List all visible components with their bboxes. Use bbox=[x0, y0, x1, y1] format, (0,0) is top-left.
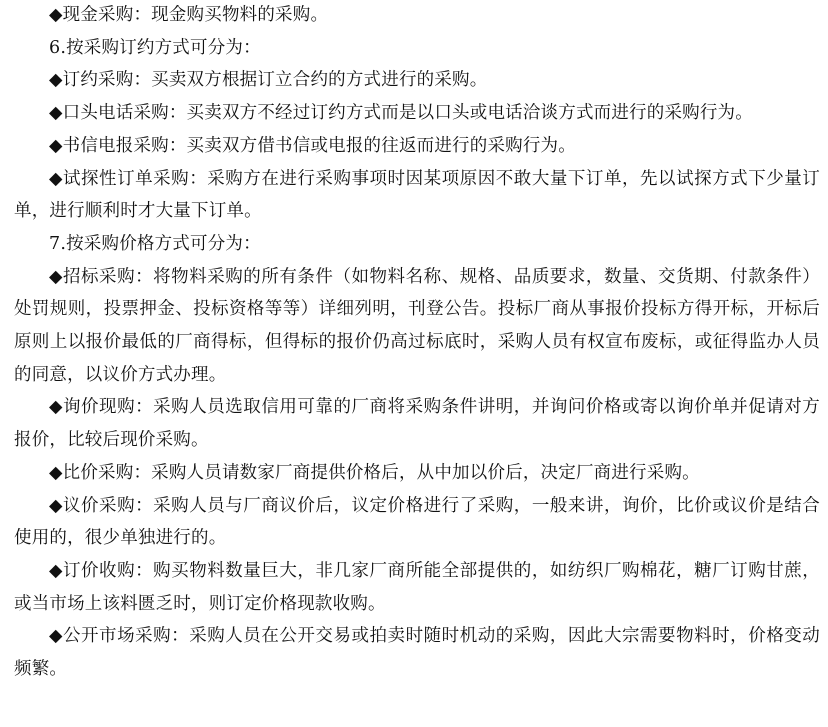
document-body bbox=[14, 0, 820, 686]
paragraph-letter-telegram-purchase: ◆书信电报采购：买卖双方借书信或电报的往返而进行的采购行为。 bbox=[49, 135, 576, 156]
paragraph-negotiated-purchase: ◆议价采购：采购人员与厂商议价后，议定价格进行了采购，一般来讲，询价，比价或议价是结合使用的，很少单独进行的。 bbox=[14, 495, 820, 549]
paragraph-tender-purchase: ◆招标采购：将物料采购的所有条件（如物料名称、规格、品质要求，数量、交货期、付款条件）处罚规则，投票押金、投标资格等等）详细列明，刊登公告。投标厂商从事报价投标方得开标，开标后原则上以报价最低的厂商得标，但得标的报价仍高过标底时，采购人员有权宣布废标，或征得监办人员的同意，以议价方式办理。 bbox=[14, 266, 820, 385]
paragraph-inquiry-purchase: ◆询价现购：采购人员选取信用可靠的厂商将采购条件讲明，并询问价格或寄以询价单并促请对方报价，比较后现价采购。 bbox=[14, 397, 820, 451]
paragraph-cash-purchase: ◆现金采购：现金购买物料的采购。 bbox=[49, 5, 329, 25]
heading-contract-method: 6.按采购订约方式可分为： bbox=[49, 37, 261, 58]
heading-price-method: 7.按采购价格方式可分为： bbox=[49, 233, 261, 254]
paragraph-trial-order-purchase: ◆试探性订单采购：采购方在进行采购事项时因某项原因不敢大量下订单，先以试探方式下少量订单，进行顺利时才大量下订单。 bbox=[14, 168, 820, 222]
paragraph-fixed-price-purchase: ◆订价收购：购买物料数量巨大，非几家厂商所能全部提供的，如纺织厂购棉花，糖厂订购甘蔗，或当市场上该料匮乏时，则订定价格现款收购。 bbox=[14, 560, 820, 614]
paragraph-contract-purchase: ◆订约采购：买卖双方根据订立合约的方式进行的采购。 bbox=[49, 70, 488, 91]
paragraph-verbal-phone-purchase: ◆口头电话采购：买卖双方不经过订约方式而是以口头或电话洽谈方式而进行的采购行为。 bbox=[49, 103, 753, 124]
paragraph-open-market-purchase: ◆公开市场采购：采购人员在公开交易或拍卖时随时机动的采购，因此大宗需要物料时，价格变动频繁。 bbox=[14, 626, 820, 680]
paragraph-price-comparison-purchase: ◆比价采购：采购人员请数家厂商提供价格后，从中加以价后，决定厂商进行采购。 bbox=[49, 462, 700, 483]
